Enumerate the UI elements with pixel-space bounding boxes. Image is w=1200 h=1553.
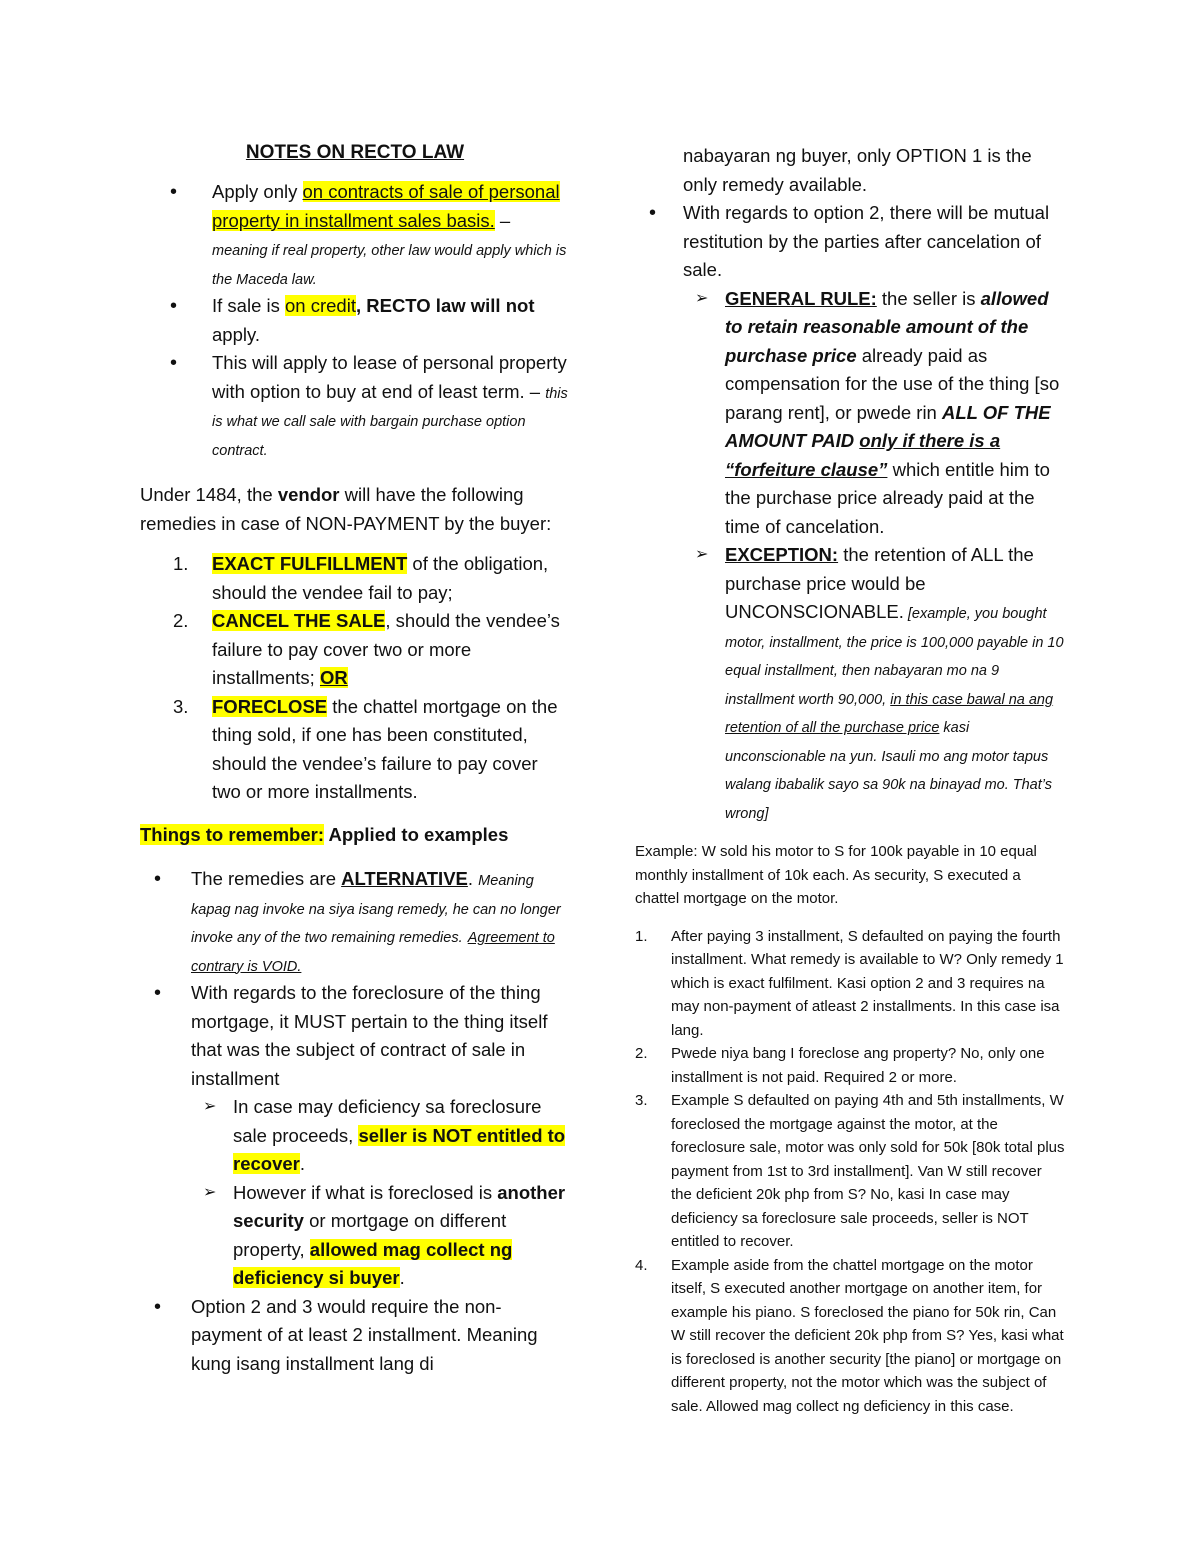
foreclosure-subpoints <box>191 1093 570 1293</box>
bullet-foreclosure: • With regards to the foreclosure of the thing mortgage, it MUST pertain to the thing itself that was the subject of contract of sale in installment ➢ In case may deficiency sa foreclosure sale proceeds, seller is NOT entitled to recover. ➢ However if what is foreclosed is another security or mortgage on different property, allowed mag collect ng deficiency si buyer. <box>140 979 570 1293</box>
remedy-item: 3. FORECLOSE the chattel mortgage on the thing sold, if one has been constituted, should the vendee’s failure to pay cover two or more installments. <box>173 695 558 802</box>
option-2-subpoints <box>683 285 1065 827</box>
arrow-item-exception: ➢ EXCEPTION: the retention of ALL the purchase price would be UNCONSCIONABLE. [example, you bought motor, installment, the price is 100,000 payable in 10 equal installment, then nabayaran mo na 9 installment worth 90,000, in this case bawal na ang retention of all the purchase price kasi unconscionable na yun. Isauli mo ang motor tapus walang ibabalik sayo sa 90k na binayad mo. That’s wrong] <box>683 541 1065 826</box>
arrow-item-general-rule: ➢ GENERAL RULE: the seller is allowed to retain reasonable amount of the purchase price already paid as compensation for the use of the thing [so parang rent], or pwede rin ALL OF THE AMOUNT PAID only if there is a “forfeiture clause” which entitle him to the purchase price already paid at the time of cancelation. <box>683 285 1065 542</box>
examples-list <box>635 925 1065 1419</box>
under-1484-paragraph: Under 1484, the vendor will have the following remedies in case of NON-PAYMENT by the buyer: <box>140 484 552 534</box>
option-2-bullets <box>635 199 1065 826</box>
left-column <box>140 140 570 1378</box>
example-item: 3. Example S defaulted on paying 4th and 5th installments, W foreclosed the mortgage against the motor, at the foreclosure sale, motor was only sold for 50k [80k total plus payment from 1st to 3rd installment]. Van W still recover the deficient 20k php from S? No, kasi In case may deficiency sa foreclosure sale proceeds, seller is NOT entitled to recover. <box>635 1092 1065 1250</box>
bullet-credit: • If sale is on credit, RECTO law will not apply. <box>140 292 570 349</box>
bullet-option-2-3: • Option 2 and 3 would require the non-payment of at least 2 installment. Meaning kung isang installment lang di <box>140 1293 570 1379</box>
things-bullets <box>140 865 570 1378</box>
bullet-apply: • Apply only on contracts of sale of personal property in installment sales basis. – meaning if real property, other law would apply which is the Maceda law. <box>140 178 570 292</box>
page-title: NOTES ON RECTO LAW <box>245 142 465 163</box>
bullet-option-2: • With regards to option 2, there will be mutual restitution by the parties after cancelation of sale. ➢ GENERAL RULE: the seller is allowed to retain reasonable amount of the purchase price already paid as compensation for the use of the thing [so parang rent], or pwede rin ALL OF THE AMOUNT PAID only if there is a “forfeiture clause” which entitle him to the purchase price already paid at the time of cancelation. ➢ EXCEPTION: the retention of ALL the purchase price would be UNCONSCIONABLE. [example, you bought motor, installment, the price is 100,000 payable in 10 equal installment, then nabayaran mo na 9 installment worth 90,000, in this case bawal na ang retention of all the purchase price kasi unconscionable na yun. Isauli mo ang motor tapus walang ibabalik sayo sa 90k na binayad mo. That’s wrong] <box>635 199 1065 826</box>
example-item: 1. After paying 3 installment, S defaulted on paying the fourth installment. What remedy is available to W? Only remedy 1 which is exact fulfilment. Kasi option 2 and 3 requires na may non-payment of atleast 2 installments. In this case isa lang. <box>635 927 1064 1039</box>
right-column <box>635 140 1065 1418</box>
remedies-list <box>140 550 570 807</box>
bullet-alternative: • The remedies are ALTERNATIVE. Meaning kapag nag invoke na siya isang remedy, he can no longer invoke any of the two remaining remedies. Agreement to contrary is VOID. <box>140 865 570 979</box>
example-item: 2. Pwede niya bang I foreclose ang property? No, only one installment is not paid. Required 2 or more. <box>635 1045 1045 1086</box>
continued-text: nabayaran ng buyer, only OPTION 1 is the only remedy available. <box>683 145 1032 195</box>
things-to-remember-heading: Things to remember: Applied to examples <box>140 823 509 845</box>
arrow-item-another-security: ➢ However if what is foreclosed is another security or mortgage on different property, allowed mag collect ng deficiency si buyer. <box>191 1179 570 1293</box>
arrow-item-deficiency: ➢ In case may deficiency sa foreclosure sale proceeds, seller is NOT entitled to recover. <box>191 1093 570 1179</box>
example-intro: Example: W sold his motor to S for 100k payable in 10 equal monthly installment of 10k each. As security, S executed a chattel mortgage on the motor. <box>635 843 1037 907</box>
remedy-item: 1. EXACT FULFILLMENT of the obligation, should the vendee fail to pay; <box>173 553 549 603</box>
intro-bullets <box>140 178 570 463</box>
example-item: 4. Example aside from the chattel mortgage on the motor itself, S executed another mortgage on another item, for example his piano. S foreclosed the piano for 50k rin, Can W still recover the deficient 20k php from S? Yes, kasi what is foreclosed is another security [the piano] or mortgage on different property, not the motor which was the subject of sale. Allowed mag collect ng deficiency in this case. <box>635 1256 1064 1415</box>
remedy-item: 2. CANCEL THE SALE, should the vendee’s failure to pay cover two or more installments; OR <box>173 610 560 688</box>
bullet-lease: • This will apply to lease of personal property with option to buy at end of least term. – this is what we call sale with bargain purchase option contract. <box>140 349 570 463</box>
